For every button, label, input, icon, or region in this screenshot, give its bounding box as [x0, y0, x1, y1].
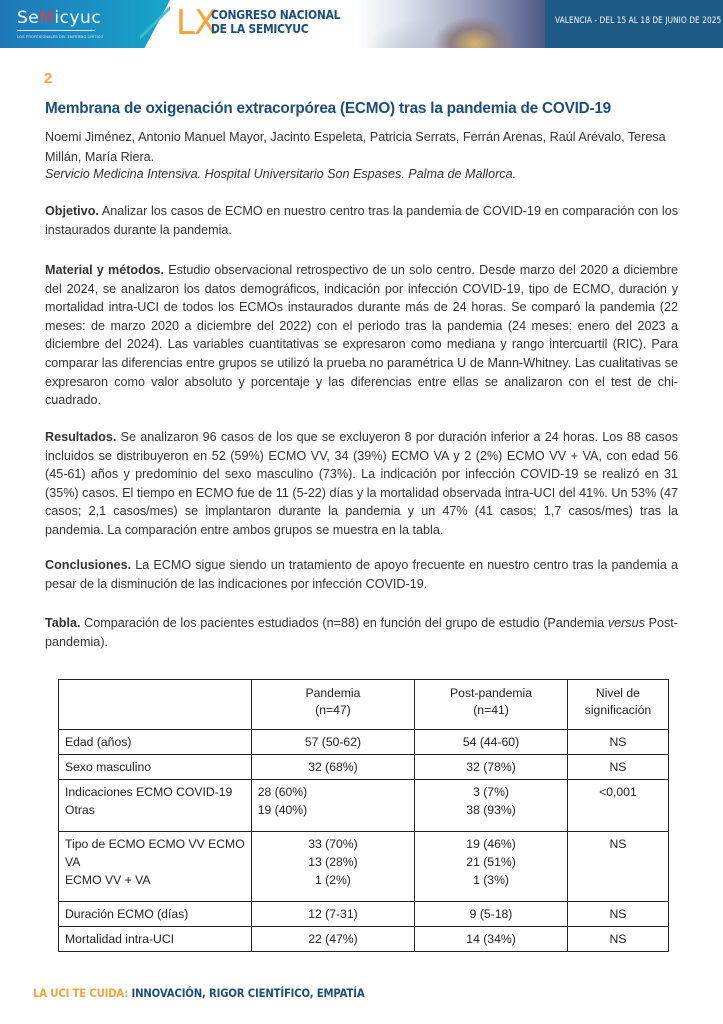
header-n: (n=47) — [315, 703, 351, 717]
abstract-title: Membrana de oxigenación extracorpórea (ECMO) tras la pandemia de COVID-19 — [45, 100, 611, 117]
section-conclusiones — [45, 556, 678, 593]
section-text: Analizar los casos de ECMO en nuestro centro tras la pandemia de COVID-19 en comparación con los instaurados durante la pandemia. — [45, 204, 678, 237]
section-label: Conclusiones. — [45, 558, 132, 572]
abstract-authors: Noemi Jiménez, Antonio Manuel Mayor, Jacinto Espeleta, Patricia Serrats, Ferrán Arenas, Raúl Arévalo, Teresa Millán, María Riera. — [45, 130, 666, 164]
row-label-cell-line: Tipo de ECMO ECMO VV ECMO — [65, 837, 245, 851]
caption-italic: versus — [607, 616, 645, 630]
post-pandemia-cell — [415, 755, 568, 780]
edition-roman-numeral: LX — [176, 3, 217, 43]
row-label-cell-line: Duración ECMO (días) — [65, 907, 189, 921]
post-pandemia-cell — [415, 832, 568, 902]
congress-name — [211, 8, 340, 36]
caption-text: Comparación de los pacientes estudiados (n=88) en función del grupo de estudio (Pandemia — [80, 616, 608, 630]
congress-name-line2: DE LA SEMICYUC — [211, 21, 309, 36]
pandemia-cell — [251, 755, 414, 780]
header-label: Pandemia — [305, 686, 361, 700]
table-row — [59, 780, 669, 832]
section-material-metodos — [45, 261, 678, 410]
slogan-part2: INNOVACIÓN, RIGOR CIENTÍFICO, EMPATÍA — [128, 986, 365, 1000]
pandemia-cell-line: 1 (2%) — [314, 873, 351, 887]
table-body — [59, 730, 669, 952]
pandemia-cell — [251, 832, 414, 902]
post-pandemia-cell — [415, 927, 568, 952]
post-pandemia-cell-line: 3 (7%) — [473, 785, 509, 799]
pandemia-cell-line: 28 (60%) — [257, 785, 308, 799]
table-row — [59, 832, 669, 902]
table-row — [59, 902, 669, 927]
pandemia-cell-line: 32 (68%) — [308, 760, 358, 774]
significance-cell: <0,001 — [567, 780, 668, 832]
post-pandemia-cell-line: 38 (93%) — [466, 803, 516, 817]
pandemia-cell-line: 13 (28%) — [308, 855, 358, 869]
pandemia-cell-line: 12 (7-31) — [308, 907, 358, 921]
abstract-number: 2 — [44, 70, 53, 87]
pandemia-cell-line: 19 (40%) — [257, 803, 308, 817]
header-cell-significacion — [567, 680, 668, 730]
header-label: Nivel de — [595, 686, 640, 700]
table-header-row — [59, 680, 669, 730]
logo-text-suffix: icyuc — [54, 8, 102, 28]
post-pandemia-cell-line: 32 (78%) — [466, 760, 516, 774]
logo-text-prefix: Se — [17, 8, 40, 28]
congress-slogan — [33, 986, 365, 1000]
congress-banner — [0, 0, 723, 48]
venue-dates: VALENCIA - DEL 15 AL 18 DE JUNIO DE 2025 — [555, 16, 722, 26]
section-label: Resultados. — [45, 430, 117, 444]
banner-diagonal-stripe — [140, 0, 170, 48]
row-label-cell-line: Sexo masculino — [65, 760, 152, 774]
caption-text-end: Post-pandemia). — [45, 616, 678, 649]
pandemia-cell-line: 33 (70%) — [308, 837, 358, 851]
congress-name-line1: CONGRESO NACIONAL — [211, 7, 341, 22]
pandemia-cell — [251, 780, 414, 832]
results-table — [58, 679, 669, 952]
section-text: La ECMO sigue siendo un tratamiento de apoyo frecuente en nuestro centro tras la pandemia a pesar de la disminución de las indicaciones por infección COVID-19. — [45, 558, 678, 591]
post-pandemia-cell-line: 14 (34%) — [466, 932, 516, 946]
post-pandemia-cell — [415, 780, 568, 832]
pandemia-cell — [251, 927, 414, 952]
logo-heartbeat-m: M — [39, 8, 55, 28]
row-label-cell — [59, 755, 252, 780]
row-label-cell-line: ECMO VV + VA — [65, 873, 151, 887]
post-pandemia-cell-line: 9 (5-18) — [469, 907, 513, 921]
row-label-cell — [59, 730, 252, 755]
header-cell-pandemia — [251, 680, 414, 730]
pandemia-cell — [251, 730, 414, 755]
row-label-cell — [59, 927, 252, 952]
row-label-cell — [59, 902, 252, 927]
section-objetivo — [45, 202, 678, 239]
post-pandemia-cell-line: 1 (3%) — [473, 873, 509, 887]
header-cell-empty — [59, 680, 252, 730]
table-row — [59, 927, 669, 952]
section-text: Se analizaron 96 casos de los que se excluyeron 8 por duración inferior a 24 horas. Los 88 casos incluidos se distribuyeron en 52 (59%) ECMO VV, 34 (39%) ECMO VA y 2 (2%) ECMO VV + VA, con edad 56 (45-61) años y predominio del sexo masculino (73%). La indicación por infección COVID-19 se realizó en 31 (35%) casos. El tiempo en ECMO fue de 11 (5-22) días y la mortalidad observada intra-UCI del 41%. Un 53% (47 casos; 2,1 casos/mes) se implantaron durante la pandemia y un 47% (41 casos; 1,7 casos/mes) tras la pandemia. La comparación entre ambos grupos se muestra en la tabla. — [45, 430, 678, 537]
post-pandemia-cell — [415, 902, 568, 927]
logo-tagline: LOS PROFESIONALES DEL ENFERMO CRÍTICO — [17, 35, 104, 39]
row-label-cell-line: Indicaciones ECMO COVID-19 — [65, 785, 233, 799]
row-label-cell-line: Edad (años) — [65, 735, 132, 749]
row-label-cell-line: Mortalidad intra-UCI — [65, 932, 175, 946]
pandemia-cell — [251, 902, 414, 927]
post-pandemia-cell-line: 19 (46%) — [466, 837, 516, 851]
significance-cell: NS — [567, 902, 668, 927]
pandemia-cell-line: 22 (47%) — [308, 932, 358, 946]
header-n: (n=41) — [473, 703, 509, 717]
slogan-part1: LA UCI TE CUIDA: — [33, 986, 129, 1000]
table-row — [59, 755, 669, 780]
significance-cell: NS — [567, 832, 668, 902]
header-label-line2: significación — [584, 703, 652, 717]
section-label: Objetivo. — [45, 204, 99, 218]
caption-label: Tabla. — [45, 616, 81, 630]
significance-cell: NS — [567, 730, 668, 755]
semicyuc-logo — [17, 8, 101, 28]
pandemia-cell-line: 57 (50-62) — [304, 735, 362, 749]
row-label-cell — [59, 832, 252, 902]
table-row — [59, 730, 669, 755]
row-label-cell-line: Otras — [65, 803, 95, 817]
section-resultados — [45, 428, 678, 540]
header-cell-post-pandemia — [415, 680, 568, 730]
significance-cell: NS — [567, 755, 668, 780]
post-pandemia-cell-line: 21 (51%) — [466, 855, 516, 869]
abstract-affiliation: Servicio Medicina Intensiva. Hospital Universitario Son Espases. Palma de Mallorca. — [45, 167, 517, 181]
significance-cell: NS — [567, 927, 668, 952]
row-label-cell-line: VA — [65, 855, 81, 869]
valencia-architecture-photo — [355, 0, 545, 48]
post-pandemia-cell — [415, 730, 568, 755]
logo-underline — [17, 30, 95, 31]
section-label: Material y métodos. — [45, 263, 164, 277]
post-pandemia-cell-line: 54 (44-60) — [462, 735, 520, 749]
header-label: Post-pandemia — [450, 686, 533, 700]
section-text: Estudio observacional retrospectivo de un solo centro. Desde marzo del 2020 a diciembre del 2024, se analizaron los datos demográficos, indicación por infección COVID-19, tipo de ECMO, duración y mortalidad intra-UCI de todos los ECMOs instaurados durante más de 24 horas. Se comparó la pandemia (22 meses: de marzo 2020 a diciembre del 2022) con el periodo tras la pandemia (24 meses: enero del 2023 a diciembre del 2024). Las variables cuantitativas se expresaron como mediana y rango intercuartil (RIC). Para comparar las diferencias entre grupos se utilizó la prueba no paramétrica U de Mann-Whitney. Las cualitativas se expresaron como valor absoluto y porcentaje y las diferencias entre ellas se analizaron con el test de chi-cuadrado. — [45, 263, 678, 408]
row-label-cell — [59, 780, 252, 832]
table-caption — [45, 614, 678, 651]
